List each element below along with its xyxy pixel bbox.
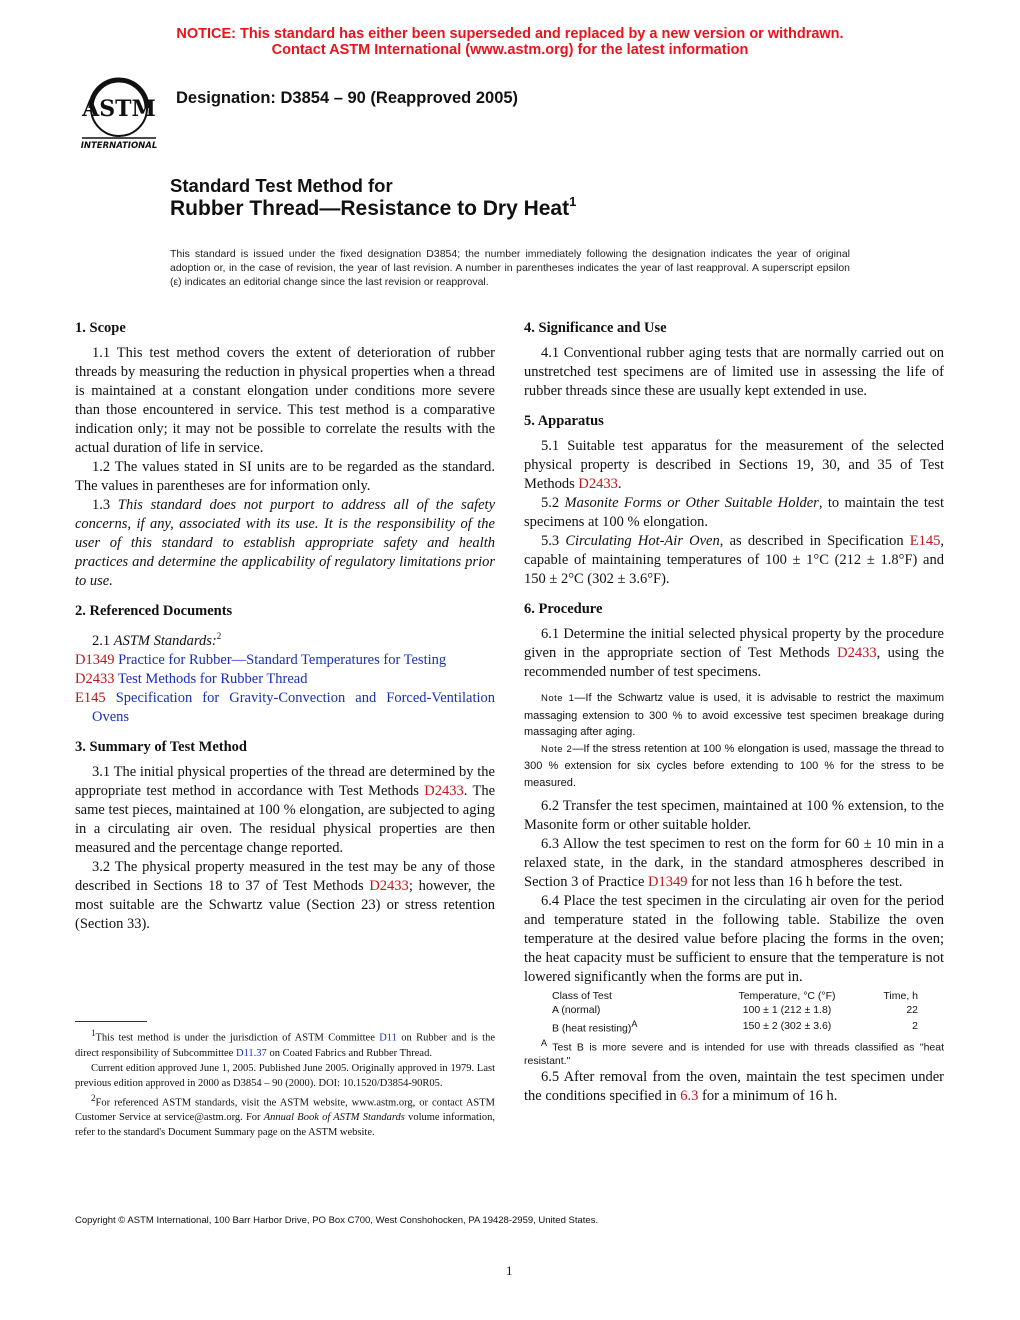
text-run: , to maintain the test specimens at 100 % elongation.: [524, 495, 944, 530]
right-column: [524, 319, 944, 1106]
page-number: 1: [506, 1263, 513, 1278]
reference-title-link[interactable]: Specification for Gravity-Convection and Forced-Ventilation Ovens: [92, 689, 495, 725]
table-footnote-text: Test B is more severe and is intended for use with threads classified as "heat resistant.": [524, 1041, 945, 1067]
reference-code-link[interactable]: D1349: [75, 651, 115, 668]
text-run: on Rubber and is the direct responsibility of Subcommittee: [75, 1032, 496, 1059]
text-run: 6.1 Determine the initial selected physical property by the procedure given in the appropriate section of Test Methods: [524, 626, 944, 661]
section-heading-procedure: 6. Procedure: [524, 601, 603, 617]
table-cell: A (normal): [552, 1004, 601, 1016]
text-run: 3.1 The initial physical properties of the thread are determined by the appropriate test method in accordance with Test Methods: [75, 763, 495, 799]
text-run: . The same test pieces, maintained at 100 % elongation, are subjected to aging in a circulating air oven. The residual physical properties are then measured and the percentage change reported.: [75, 782, 496, 856]
footnote-mark: 1: [91, 1028, 96, 1038]
paragraph-1-3: [75, 496, 495, 591]
note-2: [524, 741, 944, 792]
test-conditions-table: [524, 989, 944, 1036]
section-heading-scope: 1. Scope: [75, 320, 126, 336]
italic-term: Circulating Hot-Air Oven: [565, 533, 720, 549]
section-heading-summary: 3. Summary of Test Method: [75, 738, 247, 755]
note-label: Note 2: [541, 743, 573, 755]
astm-logo: [78, 72, 160, 152]
left-column: [75, 319, 495, 934]
text-run: 5.1 Suitable test apparatus for the measurement of the selected physical property is described in Sections 19, 30, and 35 of Test Methods: [524, 438, 944, 492]
paragraph-6-2: 6.2 Transfer the test specimen, maintained at 100 % extension, to the Masonite form or other suitable holder.: [524, 798, 944, 833]
logo-subtext: INTERNATIONAL: [80, 141, 158, 151]
footnote-2: [75, 1091, 495, 1141]
copyright: Copyright © ASTM International, 100 Barr Harbor Drive, PO Box C700, West Conshohocken, PA 19428-2959, United States.: [75, 1215, 599, 1226]
withdrawal-notice: [0, 26, 1020, 58]
note-label: Note 1: [541, 693, 575, 704]
d2433-link[interactable]: D2433: [578, 476, 618, 492]
d11-link[interactable]: D11: [379, 1032, 397, 1044]
footnote-mark: 2: [91, 1092, 96, 1103]
d2433-link[interactable]: D2433: [424, 782, 464, 799]
text-run: .: [617, 476, 622, 492]
text-run: For referenced ASTM standards, visit the ASTM website, www.astm.org, or contact ASTM Customer Service at service@astm.org. For: [75, 1097, 495, 1123]
paragraph-1-1: 1.1 This test method covers the extent of deterioration of rubber threads by measuring the reduction in physical properties when a thread is maintained at a constant elongation under conditions more severe than those encountered in service. This test method is a comparative indication only; it may not be possible to correlate the results with the actual duration of life in service.: [75, 345, 495, 456]
reference-title-link[interactable]: Test Methods for Rubber Thread: [117, 670, 308, 687]
footnote-rule: [75, 1021, 147, 1022]
footnotes: [75, 1021, 495, 1140]
d1349-link[interactable]: D1349: [648, 874, 688, 890]
paragraph-3-1: [75, 763, 495, 858]
reference-item-d1349: [75, 651, 495, 670]
logo-text: ASTM: [82, 96, 156, 122]
reference-title-link[interactable]: Practice for Rubber—Standard Temperatures for Testing: [118, 651, 447, 668]
text-run: 5.2: [541, 495, 565, 511]
d2433-link[interactable]: D2433: [369, 877, 409, 894]
reference-code-link[interactable]: D2433: [75, 670, 115, 687]
note-1: [524, 690, 944, 741]
cell-text: B (heat resisting): [552, 1022, 632, 1035]
paragraph-1-2: 1.2 The values stated in SI units are to be regarded as the standard. The values in parentheses are for information only.: [75, 459, 495, 494]
title-line-1: Standard Test Method for: [170, 175, 393, 196]
paragraph-4-1: 4.1 Conventional rubber aging tests that are normally carried out on unstretched test specimens are of limited use in assessing the life of rubber threads since these are usually kept extended in use.: [524, 345, 944, 399]
paragraph-1-3-text: This standard does not purport to address all of the safety concerns, if any, associated with its use. It is the responsibility of the user of this standard to establish appropriate safety and health practices and determine the applicability of regulatory limitations prior to use.: [75, 497, 496, 589]
table-row: [524, 1017, 944, 1036]
text-run: volume information, refer to the standard's Document Summary page on the ASTM website.: [75, 1112, 495, 1138]
reference-item-d2433: [75, 670, 495, 689]
text-run: for a minimum of 16 h.: [698, 1088, 838, 1104]
section-heading-referenced: 2. Referenced Documents: [75, 603, 233, 619]
title-text: Rubber Thread—Resistance to Dry Heat: [170, 197, 570, 220]
note-text: —If the stress retention at 100 % elongation is used, massage the thread to 300 % extension for six cycles before extending to 100 % for the stress to be measured.: [524, 742, 944, 789]
text-run: 6.3 Allow the test specimen to rest on the form for 60 ± 10 min in a relaxed state, in the dark, in the standard atmospheres described in Section 3 of Practice: [524, 836, 944, 890]
text-run: ; however, the most suitable are the Schwartz value (Section 23) or stress retention (Section 33).: [75, 877, 495, 932]
paragraph-5-2: [524, 494, 944, 532]
astm-standards-label: ASTM Standards:: [113, 632, 217, 649]
section-heading-apparatus: 5. Apparatus: [524, 413, 604, 429]
text-run: 3.2 The physical property measured in the test may be any of those described in Sections 18 to 37 of Test Methods: [75, 858, 495, 894]
text-run: on Coated Fabrics and Rubber Thread.: [266, 1047, 432, 1059]
notice-line-2: Contact ASTM International (www.astm.org) for the latest information: [271, 42, 749, 58]
footnote-mark: A: [541, 1037, 548, 1048]
footnote-1: [75, 1026, 495, 1061]
table-footnote: [524, 1036, 944, 1069]
issued-statement: This standard is issued under the fixed designation D3854; the number immediately following the designation indicates the year of original adoption or, in the case of revision, the year of last revision. A number in parentheses indicates the year of last reapproval. A superscript epsilon (ε) indicates an editorial change since the last revision or reapproval.: [170, 248, 850, 288]
annual-book-title: Annual Book of ASTM Standards: [263, 1112, 405, 1123]
table-header-cell: Class of Test: [552, 990, 612, 1002]
paragraph-3-2: [75, 858, 495, 934]
paragraph-1-3-number: 1.3: [92, 497, 118, 513]
reference-code-link[interactable]: E145: [75, 689, 106, 706]
italic-term: Masonite Forms or Other Suitable Holder: [564, 495, 819, 511]
table-header-row: [524, 989, 944, 1003]
table-footnote-mark: A: [631, 1019, 638, 1029]
note-text: —If the Schwartz value is used, it is advisable to restrict the maximum massaging extension to 300 % to avoid excessive test specimen breakage during massaging after aging.: [524, 692, 944, 738]
paragraph-5-3: [524, 532, 944, 589]
paragraph-2-1-number: 2.1: [92, 632, 114, 649]
section-heading-significance: 4. Significance and Use: [524, 320, 667, 336]
table-cell: 22: [906, 1004, 918, 1016]
text-run: 6.5 After removal from the oven, maintain the test specimen under the conditions specified in: [524, 1069, 944, 1104]
table-cell: 2: [912, 1020, 918, 1033]
table-cell: 100 ± 1 (212 ± 1.8): [742, 1004, 832, 1016]
table-header-cell: Time, h: [883, 990, 918, 1002]
reference-item-e145: [75, 689, 495, 727]
section-6-3-link[interactable]: 6.3: [680, 1088, 699, 1104]
title-line-2: [170, 194, 577, 221]
table-row: [524, 1003, 944, 1017]
table-cell: [524, 1017, 702, 1036]
paragraph-6-5: [524, 1068, 944, 1106]
e145-link[interactable]: E145: [909, 533, 941, 549]
table-header-cell: Temperature, °C (°F): [738, 990, 836, 1002]
paragraph-6-4: 6.4 Place the test specimen in the circulating air oven for the period and temperature stated in the following table. Stabilize the oven temperature at the desired value before placing the forms in the oven; the heat capacity must be sufficient to ensure that the temperature is not lowered significantly when the forms are put in.: [524, 893, 944, 985]
paragraph-6-3: [524, 835, 944, 892]
footnote-mark-2: 2: [216, 631, 222, 641]
designation: Designation: D3854 – 90 (Reapproved 2005): [176, 89, 519, 107]
text-run: , using the recommended number of test specimens.: [524, 645, 945, 680]
d11-37-link[interactable]: D11.37: [235, 1047, 267, 1059]
footnote-1-edition: Current edition approved June 1, 2005. Published June 2005. Originally approved in 1979. Last previous edition approved in 2000 as D3854 – 90 (2000). DOI: 10.1520/D3854-90R05.: [75, 1062, 495, 1089]
text-run: for not less than 16 h before the test.: [687, 874, 903, 890]
text-run: , capable of maintaining temperatures of 100 ± 1°C (212 ± 1.8°F) and 150 ± 2°C (302 ± 3.6°F).: [524, 533, 945, 587]
text-run: This test method is under the jurisdiction of ASTM Committee: [95, 1032, 380, 1044]
paragraph-5-1: [524, 437, 944, 494]
text-run: 5.3: [541, 533, 566, 549]
d2433-link[interactable]: D2433: [837, 645, 877, 661]
title-footnote-mark: 1: [569, 194, 577, 209]
paragraph-6-1: [524, 625, 944, 682]
notice-line-1: NOTICE: This standard has either been superseded and replaced by a new version or withdrawn.: [176, 26, 844, 42]
table-cell: 150 ± 2 (302 ± 3.6): [742, 1020, 832, 1033]
text-run: , as described in Specification: [719, 533, 910, 549]
paragraph-2-1: [75, 627, 495, 651]
